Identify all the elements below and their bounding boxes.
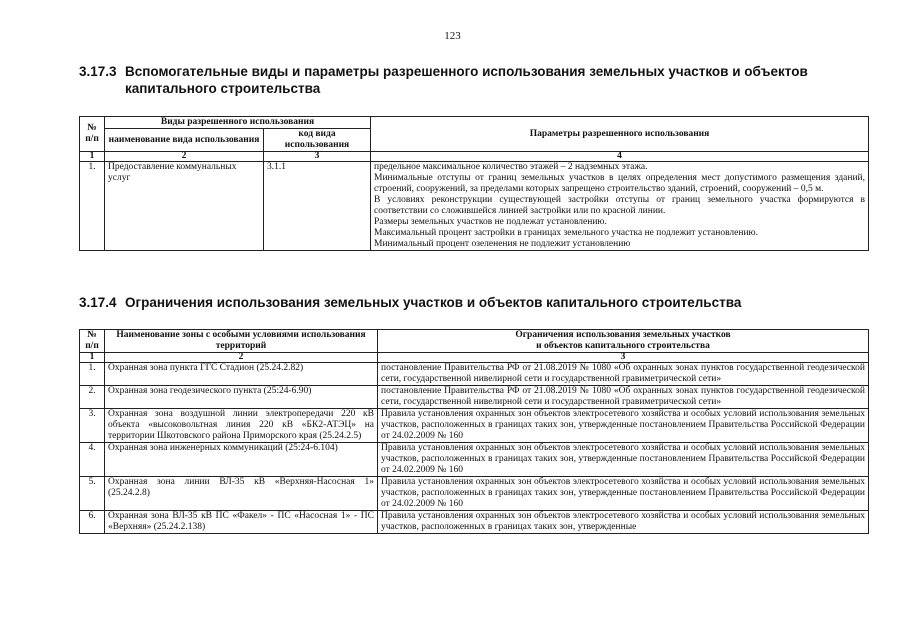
section-title-3-17-3 [79, 63, 869, 97]
table-row [80, 363, 869, 386]
header-restrictions-line2: и объектов капитального строительства [536, 341, 710, 351]
section-number: 3.17.4 [79, 295, 117, 310]
zone-name: Охранная зона пункта ГГС Стадион (25.24.2.82) [105, 363, 378, 386]
section-title-3-17-4 [79, 294, 869, 311]
use-code: 3.1.1 [264, 162, 371, 251]
header-zone: Наименование зоны с особыми условиями использования территорий [105, 330, 378, 353]
row-number: 3. [80, 409, 105, 443]
row-number: 5. [80, 477, 105, 511]
header-restrictions-line1: Ограничения использования земельных участков [515, 330, 731, 340]
param-text: Минимальные отступы от границ земельных участков в целях определения мест допустимого размещения зданий, строений, сооружений, за пределами которых запрещено строительство зданий, строений, сооружений – 0,5 м. [374, 173, 865, 194]
header-use-code: код вида использования [264, 129, 371, 152]
row-number: 1. [80, 363, 105, 386]
column-index: 3 [264, 152, 371, 162]
table-row [80, 162, 869, 251]
param-text: Размеры земельных участков не подлежат установлению. [374, 217, 607, 227]
header-params: Параметры разрешенного использования [371, 117, 869, 152]
zone-name: Охранная зона ВЛ-35 кВ ПС «Факел» - ПС «Насосная 1» - ПС «Верхняя» (25.24.2.138) [105, 511, 378, 534]
header-num: № п/п [80, 117, 105, 152]
zone-name: Охранная зона инженерных коммуникаций (25:24-6.104) [105, 443, 378, 477]
table-row [80, 409, 869, 443]
row-number: 4. [80, 443, 105, 477]
section-number: 3.17.3 [79, 64, 117, 79]
use-name: Предоставление коммунальных услуг [105, 162, 264, 251]
zone-restriction: Правила установления охранных зон объектов электросетевого хозяйства и особых условий использования земельных участков, расположенных в границах таких зон, утвержденные [378, 511, 869, 534]
param-text: предельное максимальное количество этажей – 2 надземных этажа. [374, 162, 648, 172]
param-text: Минимальный процент озеленения не подлежит установлению [374, 239, 631, 249]
column-index-row [80, 152, 869, 162]
table-row [80, 477, 869, 511]
header-use-name: наименование вида использования [105, 129, 264, 152]
column-index: 1 [80, 353, 105, 363]
table-row [80, 443, 869, 477]
zone-name: Охранная зона геодезического пункта (25:24-6.90) [105, 386, 378, 409]
header-use-types: Виды разрешенного использования [105, 117, 371, 129]
table-row [80, 511, 869, 534]
zone-name: Охранная зона линии ВЛ-35 кВ «Верхняя-Насосная 1» (25.24.2.8) [105, 477, 378, 511]
header-restrictions [378, 330, 869, 353]
table-row [80, 386, 869, 409]
zone-restriction: постановление Правительства РФ от 21.08.2019 № 1080 «Об охранных зонах пунктов государственной геодезической сети, государственной нивелирной сети и государственной гравиметрической сети» [378, 363, 869, 386]
header-num: № п/п [80, 330, 105, 353]
row-number: 6. [80, 511, 105, 534]
row-number: 2. [80, 386, 105, 409]
column-index-row [80, 353, 869, 363]
column-index: 2 [105, 152, 264, 162]
restrictions-table [79, 329, 869, 534]
column-index: 3 [378, 353, 869, 363]
zone-restriction: Правила установления охранных зон объектов электросетевого хозяйства и особых условий использования земельных участков, расположенных в границах таких зон, утвержденные постановлением Правительства Российской Федерации от 24.02.2009 № 160 [378, 409, 869, 443]
column-index: 4 [371, 152, 869, 162]
param-text: В условиях реконструкции существующей застройки отступы от границ земельного участка формируются в соответствии со сложившейся линией застройки или по красной линии. [374, 195, 865, 216]
param-text: Максимальный процент застройки в границах земельного участка не подлежит установлению. [374, 228, 759, 238]
zone-restriction: Правила установления охранных зон объектов электросетевого хозяйства и особых условий использования земельных участков, расположенных в границах таких зон, утвержденные постановлением Правительства Российской Федерации от 24.02.2009 № 160 [378, 443, 869, 477]
page-number: 123 [444, 30, 461, 42]
column-index: 1 [80, 152, 105, 162]
zone-restriction: постановление Правительства РФ от 21.08.2019 № 1080 «Об охранных зонах пунктов государственной геодезической сети, государственной нивелирной сети и государственной гравиметрической сети» [378, 386, 869, 409]
zone-name: Охранная зона воздушной линии электропередачи 220 кВ объекта «высоковольтная линия 220 кВ «БК2-АТЭЦ» на территории Шкотовского района Приморского края (25.24.2.5) [105, 409, 378, 443]
permitted-use-table [79, 116, 869, 251]
column-index: 2 [105, 353, 378, 363]
section-title-line1: Вспомогательные виды и параметры разрешенного использования земельных участков и объектов [125, 64, 808, 79]
zone-restriction: Правила установления охранных зон объектов электросетевого хозяйства и особых условий использования земельных участков, расположенных в границах таких зон, утвержденные постановлением Правительства Российской Федерации от 24.02.2009 № 160 [378, 477, 869, 511]
row-number: 1. [80, 162, 105, 251]
use-params [371, 162, 869, 251]
section-title-text: Ограничения использования земельных участков и объектов капитального строительства [125, 295, 742, 310]
section-title-line2: капитального строительства [125, 81, 321, 96]
